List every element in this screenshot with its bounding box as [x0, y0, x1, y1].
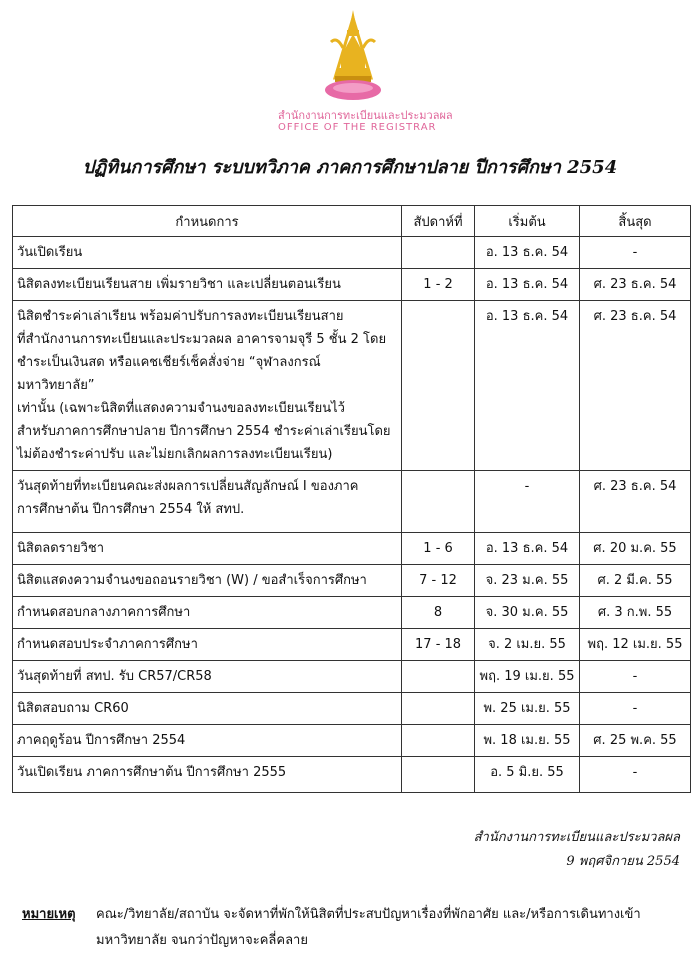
table-row — [13, 269, 691, 301]
table-row — [13, 301, 691, 471]
start-date-cell: อ. 13 ธ.ค. 54 — [475, 301, 580, 471]
week-cell — [402, 471, 475, 533]
event-cell: วันสุดท้ายที่ สทป. รับ CR57/CR58 — [13, 661, 402, 693]
column-header-end: สิ้นสุด — [580, 206, 691, 237]
week-cell: 1 - 6 — [402, 533, 475, 565]
crown-emblem-icon — [323, 8, 383, 106]
week-cell: 17 - 18 — [402, 629, 475, 661]
week-cell: 8 — [402, 597, 475, 629]
column-header-week: สัปดาห์ที่ — [402, 206, 475, 237]
week-cell: 1 - 2 — [402, 269, 475, 301]
event-cell: ภาคฤดูร้อน ปีการศึกษา 2554 — [13, 725, 402, 757]
start-date-cell: อ. 13 ธ.ค. 54 — [475, 237, 580, 269]
table-row — [13, 693, 691, 725]
event-line: ที่สำนักงานการทะเบียนและประมวลผล อาคารจามจุรี 5 ชั้น 2 โดย — [17, 332, 387, 347]
end-date-cell: - — [580, 661, 691, 693]
remark-label: หมายเหตุ — [22, 907, 76, 922]
column-header-event: กำหนดการ — [13, 206, 402, 237]
start-date-cell: - — [475, 471, 580, 533]
registrar-logo — [278, 8, 453, 138]
event-cell — [13, 471, 402, 533]
table-row — [13, 565, 691, 597]
event-line: เท่านั้น (เฉพาะนิสิตที่แสดงความจำนงขอลงทะเบียนเรียนไว้ — [17, 401, 345, 416]
week-cell — [402, 661, 475, 693]
end-date-cell: ศ. 23 ธ.ค. 54 — [580, 269, 691, 301]
end-date-cell: ศ. 23 ธ.ค. 54 — [580, 471, 691, 533]
event-cell: วันเปิดเรียน — [13, 237, 402, 269]
event-cell: นิสิตแสดงความจำนงขอถอนรายวิชา (W) / ขอสำเร็จการศึกษา — [13, 565, 402, 597]
week-cell: 7 - 12 — [402, 565, 475, 597]
start-date-cell: จ. 2 เม.ย. 55 — [475, 629, 580, 661]
start-date-cell: อ. 13 ธ.ค. 54 — [475, 533, 580, 565]
logo-text-thai: สำนักงานการทะเบียนและประมวลผล — [278, 109, 453, 122]
table-row — [13, 597, 691, 629]
table-header-row — [13, 206, 691, 237]
table-row — [13, 725, 691, 757]
column-header-start: เริ่มต้น — [475, 206, 580, 237]
event-cell: นิสิตลดรายวิชา — [13, 533, 402, 565]
event-line: ชำระเป็นเงินสด หรือแคชเชียร์เช็คสั่งจ่าย “จุฬาลงกรณ์มหาวิทยาลัย” — [17, 355, 321, 393]
start-date-cell: จ. 30 ม.ค. 55 — [475, 597, 580, 629]
start-date-cell: พ. 25 เม.ย. 55 — [475, 693, 580, 725]
event-cell: วันเปิดเรียน ภาคการศึกษาต้น ปีการศึกษา 2555 — [13, 757, 402, 793]
table-row — [13, 237, 691, 269]
end-date-cell: ศ. 2 มี.ค. 55 — [580, 565, 691, 597]
table-body — [13, 237, 691, 793]
week-cell — [402, 693, 475, 725]
start-date-cell: พ. 18 เม.ย. 55 — [475, 725, 580, 757]
table-row — [13, 629, 691, 661]
end-date-cell: - — [580, 237, 691, 269]
academic-calendar-table — [12, 205, 691, 793]
week-cell — [402, 237, 475, 269]
start-date-cell: จ. 23 ม.ค. 55 — [475, 565, 580, 597]
event-cell: นิสิตสอบถาม CR60 — [13, 693, 402, 725]
week-cell — [402, 301, 475, 471]
event-line: ไม่ต้องชำระค่าปรับ และไม่ยกเลิกผลการลงทะเบียนเรียน) — [17, 447, 333, 462]
signature-office: สำนักงานการทะเบียนและประมวลผล — [473, 830, 680, 845]
start-date-cell: อ. 13 ธ.ค. 54 — [475, 269, 580, 301]
event-line: สำหรับภาคการศึกษาปลาย ปีการศึกษา 2554 ชำระค่าเล่าเรียนโดย — [17, 424, 391, 439]
page-title: ปฏิทินการศึกษา ระบบทวิภาค ภาคการศึกษาปลาย ปีการศึกษา 2554 — [82, 157, 618, 178]
start-date-cell: อ. 5 มิ.ย. 55 — [475, 757, 580, 793]
table-row — [13, 533, 691, 565]
end-date-cell: ศ. 20 ม.ค. 55 — [580, 533, 691, 565]
signature-date: 9 พฤศจิกายน 2554 — [566, 854, 680, 869]
end-date-cell: ศ. 3 ก.พ. 55 — [580, 597, 691, 629]
event-line: นิสิตชำระค่าเล่าเรียน พร้อมค่าปรับการลงทะเบียนเรียนสาย — [17, 309, 344, 324]
week-cell — [402, 757, 475, 793]
table-row — [13, 757, 691, 793]
signature-block — [474, 826, 680, 874]
event-cell: กำหนดสอบกลางภาคการศึกษา — [13, 597, 402, 629]
event-line: การศึกษาต้น ปีการศึกษา 2554 ให้ สทป. — [17, 502, 245, 517]
end-date-cell: ศ. 25 พ.ค. 55 — [580, 725, 691, 757]
end-date-cell: - — [580, 693, 691, 725]
event-cell: นิสิตลงทะเบียนเรียนสาย เพิ่มรายวิชา และเปลี่ยนตอนเรียน — [13, 269, 402, 301]
table-row — [13, 661, 691, 693]
start-date-cell: พฤ. 19 เม.ย. 55 — [475, 661, 580, 693]
table-row — [13, 471, 691, 533]
remark-text: คณะ/วิทยาลัย/สถาบัน จะจัดหาที่พักให้นิสิตที่ประสบปัญหาเรื่องที่พักอาศัย และ/หรือการเดินทางเข้ามหาวิทยาลัย จนกว่าปัญหาจะคลี่คลาย — [96, 907, 641, 948]
end-date-cell: ศ. 23 ธ.ค. 54 — [580, 301, 691, 471]
end-date-cell: - — [580, 757, 691, 793]
week-cell — [402, 725, 475, 757]
event-cell: กำหนดสอบประจำภาคการศึกษา — [13, 629, 402, 661]
event-cell — [13, 301, 402, 471]
end-date-cell: พฤ. 12 เม.ย. 55 — [580, 629, 691, 661]
event-line: วันสุดท้ายที่ทะเบียนคณะส่งผลการเปลี่ยนสัญลักษณ์ I ของภาค — [17, 479, 359, 494]
logo-text-english: OFFICE OF THE REGISTRAR — [278, 122, 437, 133]
